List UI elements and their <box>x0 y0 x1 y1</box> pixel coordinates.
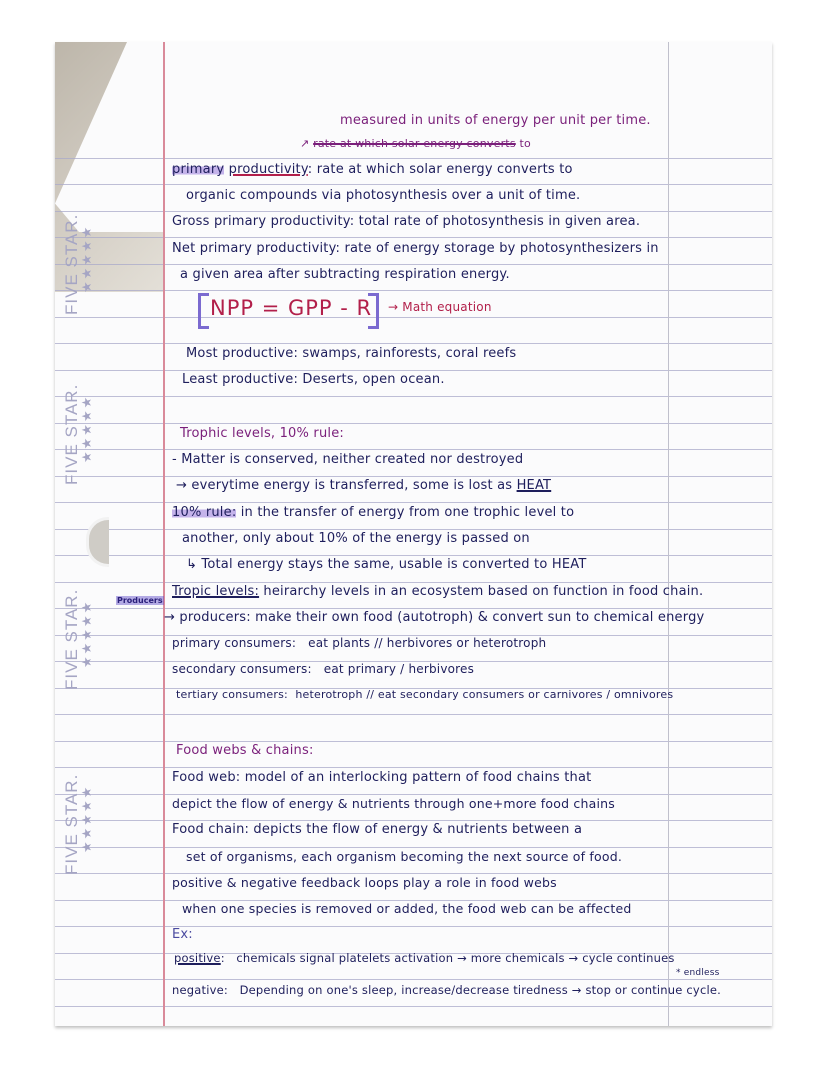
highlighted-term: primary <box>172 162 225 177</box>
matter-line: - Matter is conserved, neither created nor destroyed <box>172 452 524 467</box>
example-label: Ex: <box>172 927 193 942</box>
producers-margin-tag: Producers <box>117 596 163 605</box>
npp-line: Net primary productivity: rate of energy storage by photosynthesizers in <box>172 241 659 256</box>
brand-watermark: FIVE STAR. ★★★★★ <box>62 213 95 315</box>
endless-note: * endless <box>676 968 720 978</box>
species-change-line: when one species is removed or added, the food web can be affected <box>182 901 632 916</box>
arrow-icon: ↗ <box>300 137 314 150</box>
brand-watermark: FIVE STAR. ★★★★★ <box>62 773 95 875</box>
producers-line: → producers: make their own food (autotroph) & convert sun to chemical energy <box>164 610 705 625</box>
food-web-def-2: depict the flow of energy & nutrients through one+more food chains <box>172 796 615 811</box>
food-chain-def-2: set of organisms, each organism becoming the next source of food. <box>186 849 623 864</box>
star-icons: ★★★★★ <box>80 784 95 853</box>
right-bracket <box>368 293 379 329</box>
most-productive-line: Most productive: swamps, rainforests, coral reefs <box>186 346 517 361</box>
negative-feedback-line: negative: Depending on one's sleep, increase/decrease tiredness → stop or continue cycle. <box>172 983 721 997</box>
least-productive-line: Least productive: Deserts, open ocean. <box>182 372 445 387</box>
feedback-loops-line: positive & negative feedback loops play a role in food webs <box>172 875 557 890</box>
secondary-consumers-line: secondary consumers: eat primary / herbivores <box>172 662 475 676</box>
ten-percent-rule-def-2: another, only about 10% of the energy is passed on <box>182 531 530 546</box>
equation-note: → Math equation <box>388 300 492 314</box>
brand-watermark: FIVE STAR. ★★★★★ <box>62 588 95 690</box>
food-webs-heading: Food webs & chains: <box>176 743 314 758</box>
right-margin-line <box>668 42 669 1026</box>
margin-line <box>163 42 165 1026</box>
npp-def-2: a given area after subtracting respiration energy. <box>180 267 510 282</box>
ten-percent-rule-line: 10% rule: in the transfer of energy from one trophic level to <box>172 505 575 520</box>
food-chain-line: Food chain: depicts the flow of energy & nutrients between a <box>172 822 583 837</box>
highlighted-term: 10% rule: <box>172 505 237 520</box>
trophic-heading: Trophic levels, 10% rule: <box>180 426 344 441</box>
food-web-line: Food web: model of an interlocking pattern of food chains that <box>172 770 592 785</box>
total-energy-line: ↳ Total energy stays the same, usable is converted to HEAT <box>186 557 587 572</box>
star-icons: ★★★★★ <box>80 394 95 463</box>
star-icons: ★★★★★ <box>80 224 95 293</box>
primary-consumers-line: primary consumers: eat plants // herbivores or heterotroph <box>172 636 547 650</box>
energy-line: → everytime energy is transferred, some is lost as HEAT <box>176 478 552 493</box>
annotation-units: measured in units of energy per unit per time. <box>340 113 651 128</box>
positive-feedback-line: positive: chemicals signal platelets activation → more chemicals → cycle continues <box>174 951 675 965</box>
npp-equation: NPP = GPP - R <box>210 296 373 320</box>
tropic-levels-line: Tropic levels: heirarchy levels in an ecosystem based on function in food chain. <box>172 584 704 599</box>
primary-productivity-def-2: organic compounds via photosynthesis over a unit of time. <box>186 188 581 203</box>
brand-watermark: FIVE STAR. ★★★★★ <box>62 383 95 485</box>
left-bracket <box>198 293 209 329</box>
primary-productivity-line: primary productivity: rate at which solar energy converts to <box>172 162 573 177</box>
star-icons: ★★★★★ <box>80 599 95 668</box>
tertiary-consumers-line: tertiary consumers: heterotroph // eat secondary consumers or carnivores / omnivores <box>176 688 674 701</box>
gpp-line: Gross primary productivity: total rate of photosynthesis in given area. <box>172 214 641 229</box>
struck-annotation: ↗ rate at which solar energy converts to <box>300 137 531 150</box>
